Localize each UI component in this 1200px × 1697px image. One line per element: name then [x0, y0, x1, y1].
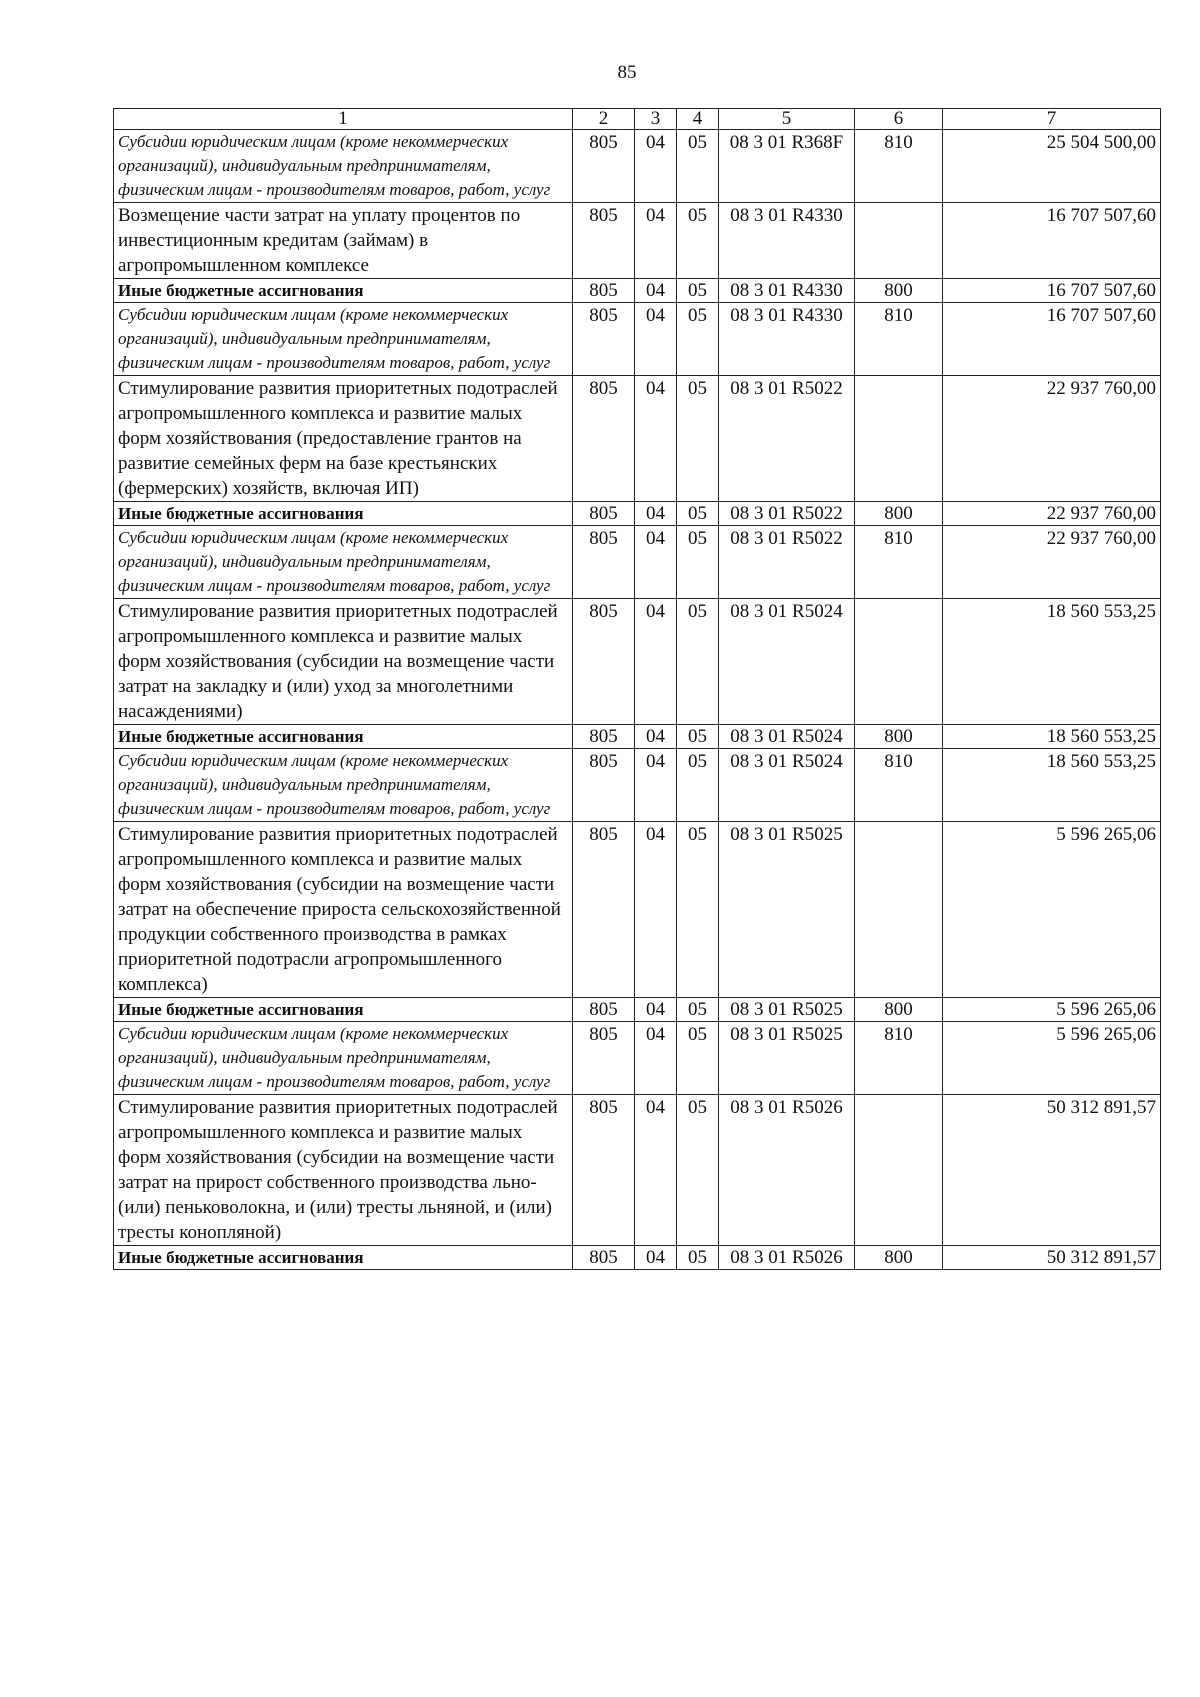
subsection-code-cell: 05 — [677, 998, 719, 1022]
ministry-code-cell: 805 — [573, 1022, 635, 1095]
section-code-cell: 04 — [635, 749, 677, 822]
ministry-code-cell: 805 — [573, 279, 635, 303]
subsection-code-cell: 05 — [677, 599, 719, 725]
amount-cell: 5 596 265,06 — [943, 822, 1161, 998]
table-body — [114, 130, 1161, 1270]
amount-cell: 22 937 760,00 — [943, 526, 1161, 599]
subsection-code-cell: 05 — [677, 279, 719, 303]
expense-type-cell: 800 — [855, 279, 943, 303]
ministry-code-cell: 805 — [573, 599, 635, 725]
section-code-cell: 04 — [635, 599, 677, 725]
row-name-cell: Субсидии юридическим лицам (кроме некоммерческих организаций), индивидуальным предпринимателям, физическим лицам - производителям товаров, работ, услуг — [114, 1022, 573, 1095]
section-code-cell: 04 — [635, 303, 677, 376]
target-article-cell: 08 3 01 R5025 — [719, 1022, 855, 1095]
table-row — [114, 749, 1161, 822]
subsection-code-cell: 05 — [677, 725, 719, 749]
row-name-cell: Иные бюджетные ассигнования — [114, 998, 573, 1022]
ministry-code-cell: 805 — [573, 1095, 635, 1246]
subsection-code-cell: 05 — [677, 130, 719, 203]
expense-type-cell: 800 — [855, 998, 943, 1022]
expense-type-cell — [855, 1095, 943, 1246]
amount-cell: 22 937 760,00 — [943, 376, 1161, 502]
target-article-cell: 08 3 01 R4330 — [719, 279, 855, 303]
subsection-code-cell: 05 — [677, 1095, 719, 1246]
section-code-cell: 04 — [635, 1246, 677, 1270]
target-article-cell: 08 3 01 R5024 — [719, 599, 855, 725]
header-col-2: 2 — [573, 109, 635, 130]
amount-cell: 25 504 500,00 — [943, 130, 1161, 203]
amount-cell: 50 312 891,57 — [943, 1246, 1161, 1270]
header-col-5: 5 — [719, 109, 855, 130]
table-row — [114, 1022, 1161, 1095]
subsection-code-cell: 05 — [677, 822, 719, 998]
section-code-cell: 04 — [635, 725, 677, 749]
section-code-cell: 04 — [635, 502, 677, 526]
row-name-cell: Возмещение части затрат на уплату процентов по инвестиционным кредитам (займам) в агропромышленном комплексе — [114, 203, 573, 279]
section-code-cell: 04 — [635, 1095, 677, 1246]
ministry-code-cell: 805 — [573, 1246, 635, 1270]
row-name-cell: Субсидии юридическим лицам (кроме некоммерческих организаций), индивидуальным предпринимателям, физическим лицам - производителям товаров, работ, услуг — [114, 303, 573, 376]
expense-type-cell — [855, 822, 943, 998]
expense-type-cell — [855, 599, 943, 725]
table-row — [114, 599, 1161, 725]
subsection-code-cell: 05 — [677, 203, 719, 279]
page-number: 85 — [617, 62, 637, 83]
budget-table — [113, 108, 1161, 1270]
row-name-cell: Иные бюджетные ассигнования — [114, 725, 573, 749]
ministry-code-cell: 805 — [573, 130, 635, 203]
target-article-cell: 08 3 01 R5024 — [719, 749, 855, 822]
ministry-code-cell: 805 — [573, 303, 635, 376]
row-name-cell: Субсидии юридическим лицам (кроме некоммерческих организаций), индивидуальным предпринимателям, физическим лицам - производителям товаров, работ, услуг — [114, 526, 573, 599]
ministry-code-cell: 805 — [573, 822, 635, 998]
row-name-cell: Стимулирование развития приоритетных подотраслей агропромышленного комплекса и развитие малых форм хозяйствования (субсидии на возмещение части затрат на обеспечение прироста сельскохозяйственной продукции собственного производства в рамках приоритетной подотрасли агропромышленного комплекса) — [114, 822, 573, 998]
row-name-cell: Стимулирование развития приоритетных подотраслей агропромышленного комплекса и развитие малых форм хозяйствования (субсидии на возмещение части затрат на прирост собственного производства льно- (или) пеньковолокна, и (или) тресты льняной, и (или) тресты конопляной) — [114, 1095, 573, 1246]
section-code-cell: 04 — [635, 376, 677, 502]
row-name-cell: Иные бюджетные ассигнования — [114, 1246, 573, 1270]
amount-cell: 18 560 553,25 — [943, 749, 1161, 822]
ministry-code-cell: 805 — [573, 502, 635, 526]
target-article-cell: 08 3 01 R4330 — [719, 203, 855, 279]
expense-type-cell — [855, 376, 943, 502]
expense-type-cell: 810 — [855, 303, 943, 376]
table-row — [114, 526, 1161, 599]
section-code-cell: 04 — [635, 1022, 677, 1095]
subsection-code-cell: 05 — [677, 303, 719, 376]
subsection-code-cell: 05 — [677, 1246, 719, 1270]
subsection-code-cell: 05 — [677, 376, 719, 502]
amount-cell: 22 937 760,00 — [943, 502, 1161, 526]
ministry-code-cell: 805 — [573, 749, 635, 822]
ministry-code-cell: 805 — [573, 376, 635, 502]
section-code-cell: 04 — [635, 203, 677, 279]
section-code-cell: 04 — [635, 279, 677, 303]
header-col-3: 3 — [635, 109, 677, 130]
amount-cell: 18 560 553,25 — [943, 725, 1161, 749]
row-name-cell: Стимулирование развития приоритетных подотраслей агропромышленного комплекса и развитие малых форм хозяйствования (субсидии на возмещение части затрат на закладку и (или) уход за многолетними насаждениями) — [114, 599, 573, 725]
table-row — [114, 822, 1161, 998]
expense-type-cell: 800 — [855, 725, 943, 749]
row-name-cell: Иные бюджетные ассигнования — [114, 502, 573, 526]
table-row — [114, 998, 1161, 1022]
amount-cell: 5 596 265,06 — [943, 998, 1161, 1022]
table-row — [114, 303, 1161, 376]
table-row — [114, 279, 1161, 303]
expense-type-cell: 810 — [855, 1022, 943, 1095]
subsection-code-cell: 05 — [677, 1022, 719, 1095]
amount-cell: 18 560 553,25 — [943, 599, 1161, 725]
table-row — [114, 376, 1161, 502]
amount-cell: 16 707 507,60 — [943, 303, 1161, 376]
target-article-cell: 08 3 01 R5022 — [719, 526, 855, 599]
table-row — [114, 130, 1161, 203]
expense-type-cell: 810 — [855, 749, 943, 822]
header-col-6: 6 — [855, 109, 943, 130]
ministry-code-cell: 805 — [573, 998, 635, 1022]
expense-type-cell: 800 — [855, 502, 943, 526]
target-article-cell: 08 3 01 R5026 — [719, 1246, 855, 1270]
table-header-row — [114, 109, 1161, 130]
amount-cell: 5 596 265,06 — [943, 1022, 1161, 1095]
target-article-cell: 08 3 01 R5022 — [719, 502, 855, 526]
target-article-cell: 08 3 01 R368F — [719, 130, 855, 203]
amount-cell: 50 312 891,57 — [943, 1095, 1161, 1246]
row-name-cell: Иные бюджетные ассигнования — [114, 279, 573, 303]
table-row — [114, 725, 1161, 749]
table-row — [114, 1095, 1161, 1246]
section-code-cell: 04 — [635, 526, 677, 599]
target-article-cell: 08 3 01 R5025 — [719, 998, 855, 1022]
target-article-cell: 08 3 01 R5022 — [719, 376, 855, 502]
expense-type-cell: 810 — [855, 130, 943, 203]
table-row — [114, 502, 1161, 526]
table-row — [114, 203, 1161, 279]
row-name-cell: Стимулирование развития приоритетных подотраслей агропромышленного комплекса и развитие малых форм хозяйствования (предоставление грантов на развитие семейных ферм на базе крестьянских (фермерских) хозяйств, включая ИП) — [114, 376, 573, 502]
header-col-1: 1 — [114, 109, 573, 130]
target-article-cell: 08 3 01 R4330 — [719, 303, 855, 376]
ministry-code-cell: 805 — [573, 725, 635, 749]
header-col-7: 7 — [943, 109, 1161, 130]
section-code-cell: 04 — [635, 822, 677, 998]
target-article-cell: 08 3 01 R5026 — [719, 1095, 855, 1246]
expense-type-cell — [855, 203, 943, 279]
subsection-code-cell: 05 — [677, 502, 719, 526]
amount-cell: 16 707 507,60 — [943, 279, 1161, 303]
section-code-cell: 04 — [635, 998, 677, 1022]
table-row — [114, 1246, 1161, 1270]
amount-cell: 16 707 507,60 — [943, 203, 1161, 279]
target-article-cell: 08 3 01 R5025 — [719, 822, 855, 998]
row-name-cell: Субсидии юридическим лицам (кроме некоммерческих организаций), индивидуальным предпринимателям, физическим лицам - производителям товаров, работ, услуг — [114, 749, 573, 822]
expense-type-cell: 810 — [855, 526, 943, 599]
target-article-cell: 08 3 01 R5024 — [719, 725, 855, 749]
row-name-cell: Субсидии юридическим лицам (кроме некоммерческих организаций), индивидуальным предпринимателям, физическим лицам - производителям товаров, работ, услуг — [114, 130, 573, 203]
subsection-code-cell: 05 — [677, 526, 719, 599]
header-col-4: 4 — [677, 109, 719, 130]
subsection-code-cell: 05 — [677, 749, 719, 822]
ministry-code-cell: 805 — [573, 203, 635, 279]
expense-type-cell: 800 — [855, 1246, 943, 1270]
ministry-code-cell: 805 — [573, 526, 635, 599]
section-code-cell: 04 — [635, 130, 677, 203]
